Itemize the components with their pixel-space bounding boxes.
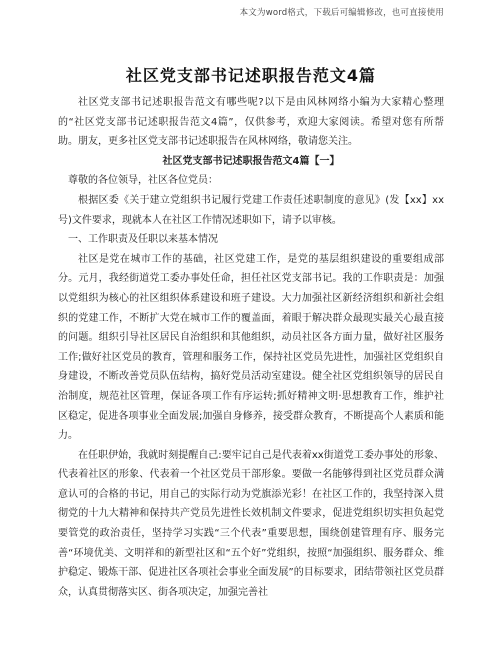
paragraph-2: 社区是党在城市工作的基础，社区党建工作，是党的基层组织建设的重要组成部分。元月，我经街道党工委办事处任命，担任社区党支部书记。我的工作职责是：加强以党组织为核心的社区组织体系建设和班子建设。大力加强社区新经济组织和新社会组织的党建工作，不断扩大党在城市工作的覆盖面，着眼于解决群众最现实最关心最直接的问题。组织引导社区居民自治组织和其他组织，动员社区各方面力量，做好社区服务工作;做好社区党员的教育，管理和服务工作，保持社区党员先进性，加强社区党组织自身建设，不断改善党员队伍结构，搞好党员活动室建设。健全社区党组织领导的居民自治制度，规范社区管理，保证各项工作有序运转;抓好精神文明·思想教育工作，维护社区稳定，促进各项事业全面发展;加强自身修养，接受群众教育，不断提高个人素质和能力。 [58,253,444,442]
salutation: 尊敬的各位领导，社区各位党员： [68,175,218,187]
document-title: 社区党支部书记述职报告范文4篇 [125,66,377,85]
paragraph-3: 在任职伊始，我就时刻提醒自己:要牢记自己是代表着xx街道党工委办事处的形象、代表着社区的形象、代表着一个社区党员干部形象。要做一名能够得到社区党员群众满意认可的合格的书记，用自己的实际行动为党旗添光彩！在社区工作的，我坚持深入贯彻党的十九大精神和保持共产党员先进性长效机制文件要求，促进党组织切实担负起党要管党的政治责任，坚持学习实践“三个代表”重要思想，围绕创建管理有序、服务完善“环境优美、文明祥和的新型社区和“五个好”党组织，按照“加强组织、服务群众、维护稳定、锻炼干部、促进社区各项社会事业全面发展”的目标要求，团结带领社区党员群众，认真贯彻落实区、街各项决定，加强完善社 [58,449,444,598]
section-subtitle: 社区党支部书记述职报告范文4篇【一】 [162,155,340,167]
document-body [58,93,444,602]
paragraph-1: 根据区委《关于建立党组织书记履行党建工作责任述职制度的意见》(发【xx】xx号)文件要求，现就本人在社区工作情况述职如下，请予以审核。 [58,194,444,226]
intro-paragraph: 社区党支部书记述职报告范文有哪些呢?以下是由风林网络小编为大家精心整理的“社区党支部书记述职报告范文4篇”，仅供参考，欢迎大家阅读。希望对您有所帮助。朋友，更多社区党支部书记述职报告在风林网络，敬请您关注。 [58,97,444,148]
section-heading-1: 一、工作职责及任职以来基本情况 [68,234,218,246]
header-note: 本文为word格式，下载后可编辑修改，也可直接使用 [239,8,444,18]
